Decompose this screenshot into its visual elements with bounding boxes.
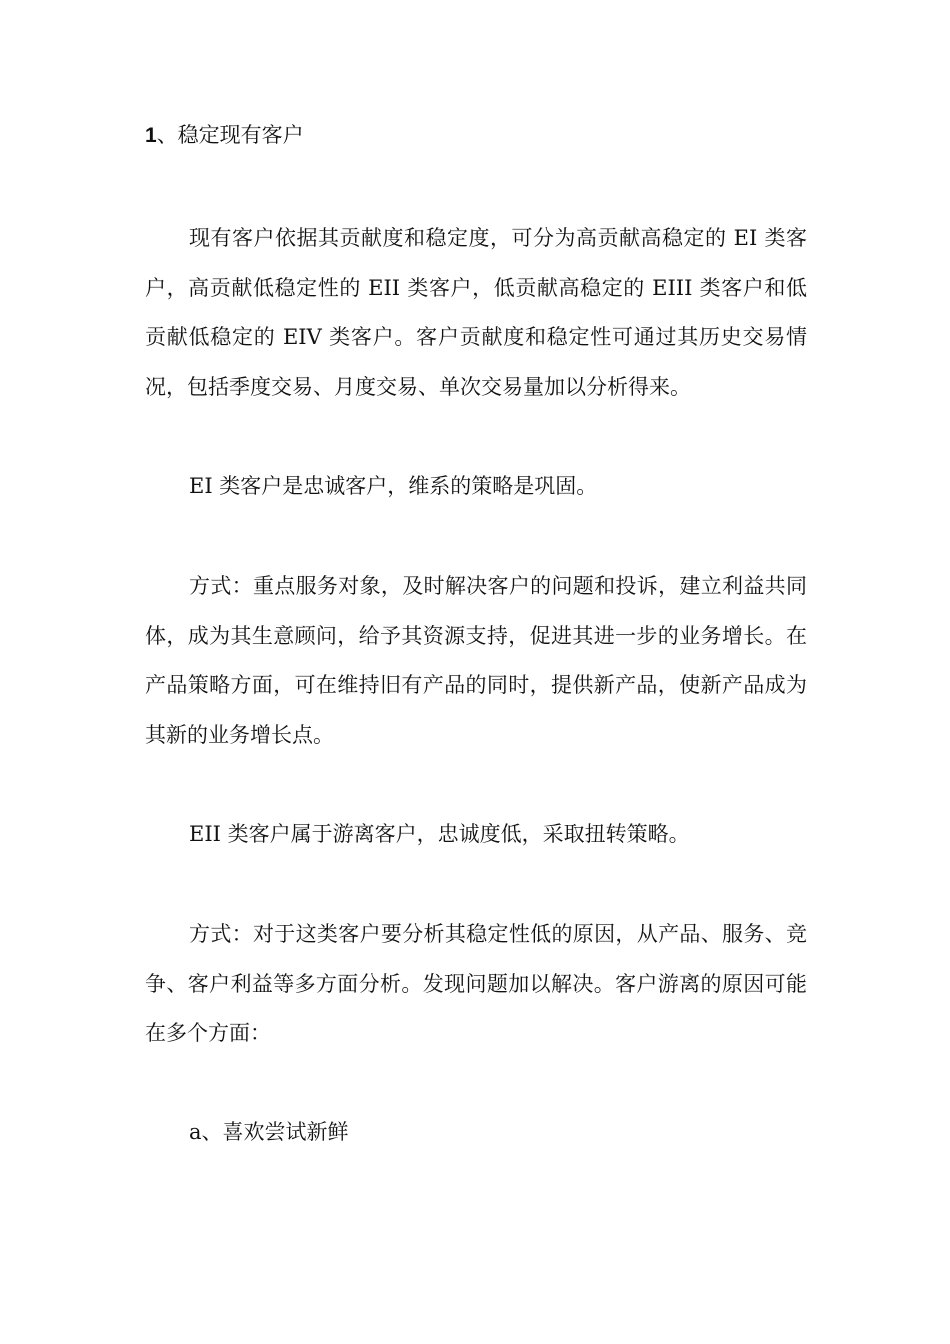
paragraph-customer-classification: 现有客户依据其贡献度和稳定度，可分为高贡献高稳定的 EI 类客户，高贡献低稳定性的 EII 类客户，低贡献高稳定的 EIII 类客户和低贡献低稳定的 EIV 类客户。客户贡献度和稳定性可通过其历史交易情况，包括季度交易、月度交易、单次交易量加以分析得来。 [145,226,807,399]
section-heading [145,119,304,152]
section-number: 1 [145,124,157,147]
paragraph-eii-strategy: EII 类客户属于游离客户，忠诚度低，采取扭转策略。 [189,822,690,846]
paragraph-ei-method: 方式：重点服务对象，及时解决客户的问题和投诉，建立利益共同体，成为其生意顾问，给予其资源支持，促进其进一步的业务增长。在产品策略方面，可在维持旧有产品的同时，提供新产品，使新产品成为其新的业务增长点。 [145,574,807,747]
paragraph-eii-method: 方式：对于这类客户要分析其稳定性低的原因，从产品、服务、竞争、客户利益等多方面分析。发现问题加以解决。客户游离的原因可能在多个方面： [145,922,807,1045]
section-title: 、稳定现有客户 [156,123,304,147]
list-item-a: a、喜欢尝试新鲜 [189,1120,349,1144]
paragraph-ei-strategy: EI 类客户是忠诚客户，维系的策略是巩固。 [189,474,598,498]
